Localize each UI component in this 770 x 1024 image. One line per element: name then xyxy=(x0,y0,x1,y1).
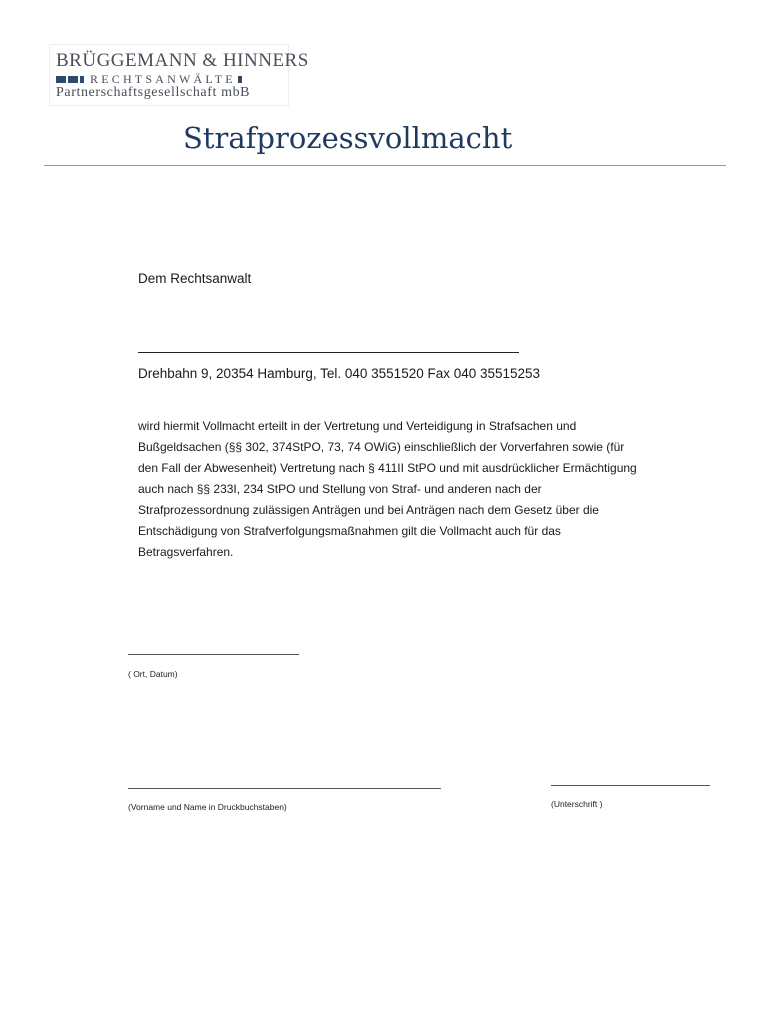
signature-label: (Unterschrift ) xyxy=(551,799,603,809)
body-line: Bußgeldsachen (§§ 302, 374StPO, 73, 74 OWiG) einschließlich der Vorverfahren sowie (für xyxy=(138,440,625,454)
body-line: Strafprozessordnung zulässigen Anträgen und bei Anträgen nach dem Gesetz über die xyxy=(138,503,599,517)
logo-squares-icon xyxy=(56,76,84,83)
printed-name-label: (Vorname und Name in Druckbuchstaben) xyxy=(128,802,287,812)
title-divider xyxy=(44,165,726,166)
logo-firm-name: BRÜGGEMANN & HINNERS xyxy=(56,50,309,71)
lawyer-name-line xyxy=(138,352,519,353)
body-line: den Fall der Abwesenheit) Vertretung nach § 411II StPO und mit ausdrücklicher Ermächtigung xyxy=(138,461,637,475)
printed-name-line xyxy=(128,788,441,789)
body-line: Entschädigung von Strafverfolgungsmaßnahmen gilt die Vollmacht auch für das xyxy=(138,524,561,538)
place-date-line xyxy=(128,654,299,655)
power-of-attorney-text xyxy=(138,416,698,563)
recipient-text: Dem Rechtsanwalt xyxy=(138,271,252,286)
logo-subtitle: RECHTSANWÄLTE xyxy=(90,71,236,86)
body-line: Betragsverfahren. xyxy=(138,545,234,559)
signature-line xyxy=(551,785,710,786)
logo-partnership: Partnerschaftsgesellschaft mbB xyxy=(56,85,251,100)
body-line: wird hiermit Vollmacht erteilt in der Vertretung und Verteidigung in Strafsachen und xyxy=(138,419,577,433)
logo-end-square-icon xyxy=(238,76,242,83)
address-text: Drehbahn 9, 20354 Hamburg, Tel. 040 3551520 Fax 040 35515253 xyxy=(138,366,541,381)
place-date-label: ( Ort, Datum) xyxy=(128,669,178,679)
body-line: auch nach §§ 233I, 234 StPO und Stellung von Straf- und anderen nach der xyxy=(138,482,542,496)
document-title: Strafprozessvollmacht xyxy=(183,121,513,155)
firm-logo xyxy=(49,44,309,106)
logo-subtitle-row xyxy=(56,72,242,86)
